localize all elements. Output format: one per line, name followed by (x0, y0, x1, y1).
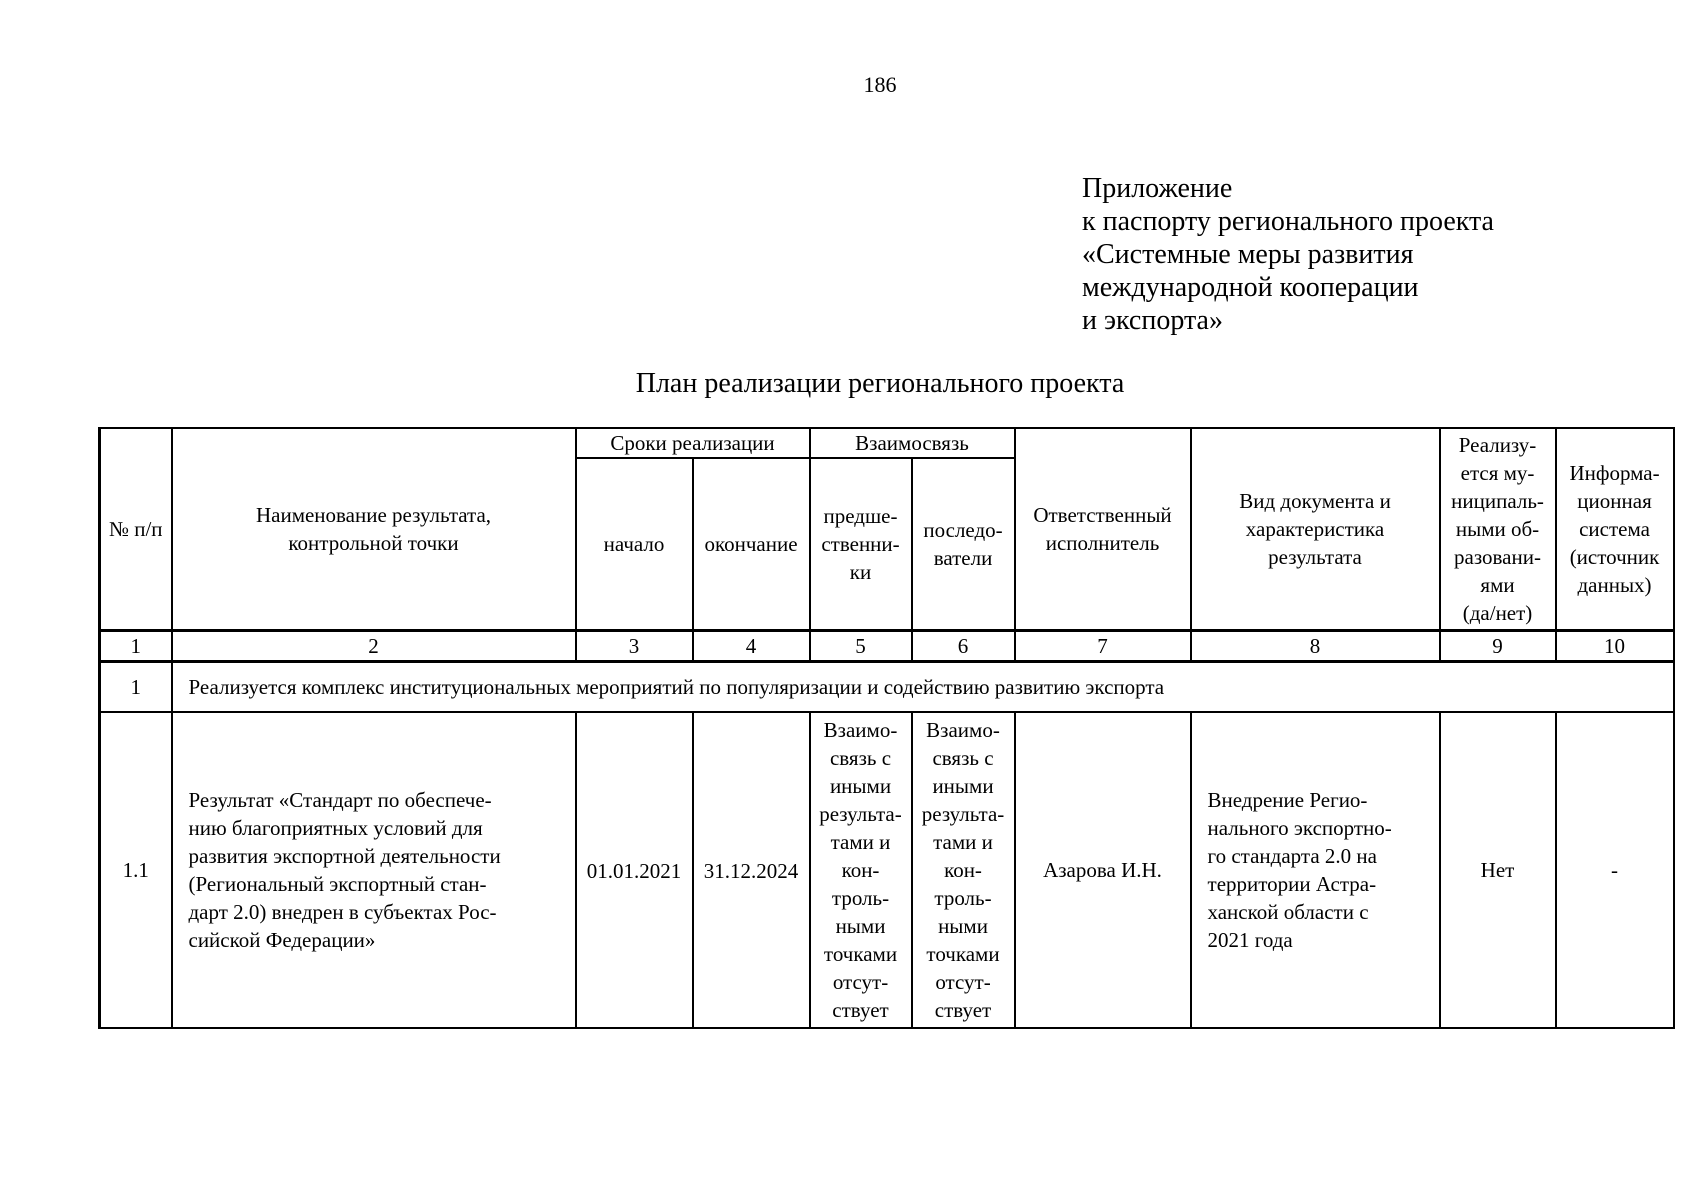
header-num: № п/п (100, 428, 172, 631)
appendix-line: «Системные меры развития (1082, 239, 1414, 270)
column-number: 5 (810, 631, 912, 662)
appendix-block (1082, 172, 1494, 337)
column-number: 10 (1556, 631, 1674, 662)
row-result-name: Результат «Стандарт по обеспече- нию благоприятных условий для развития экспортной деятельности (Региональный экспортный стан- дарт 2.0) внедрен в субъектах Рос- сийской Федерации» (172, 712, 576, 1028)
appendix-line: к паспорту регионального проекта (1082, 206, 1494, 237)
row-end-date: 31.12.2024 (693, 712, 810, 1028)
header-predecessors: предше- ственни- ки (810, 458, 912, 631)
header-responsible: Ответственный исполнитель (1015, 428, 1191, 631)
column-number: 6 (912, 631, 1015, 662)
section-num: 1 (100, 662, 172, 713)
appendix-line: международной кооперации (1082, 272, 1419, 303)
header-successors: последо- ватели (912, 458, 1015, 631)
column-number: 3 (576, 631, 693, 662)
header-relation-group: Взаимосвязь (810, 428, 1015, 458)
header-info-system: Информа- ционная система (источник данных) (1556, 428, 1674, 631)
row-num: 1.1 (100, 712, 172, 1028)
page-number: 186 (863, 72, 897, 97)
header-doc-type: Вид документа и характеристика результата (1191, 428, 1440, 631)
row-start-date: 01.01.2021 (576, 712, 693, 1028)
header-name: Наименование результата, контрольной точки (172, 428, 576, 631)
column-number: 8 (1191, 631, 1440, 662)
header-end: окончание (693, 458, 810, 631)
column-number: 1 (100, 631, 172, 662)
appendix-line: и экспорта» (1082, 305, 1223, 336)
header-municipal: Реализу- ется му- ниципаль- ными об- разовани- ями (да/нет) (1440, 428, 1556, 631)
table-row (100, 712, 1674, 1028)
column-number: 2 (172, 631, 576, 662)
column-number: 4 (693, 631, 810, 662)
column-number-row (100, 631, 1674, 662)
column-number: 9 (1440, 631, 1556, 662)
row-info-system: - (1556, 712, 1674, 1028)
row-doc-type: Внедрение Регио- нального экспортно- го стандарта 2.0 на территории Астра- ханской области с 2021 года (1191, 712, 1440, 1028)
row-responsible: Азарова И.Н. (1015, 712, 1191, 1028)
header-terms-group: Сроки реализации (576, 428, 810, 458)
row-municipal: Нет (1440, 712, 1556, 1028)
row-predecessors: Взаимо- связь с иными результа- тами и кон- троль- ными точками отсут- ствует (810, 712, 912, 1028)
row-successors: Взаимо- связь с иными результа- тами и кон- троль- ными точками отсут- ствует (912, 712, 1015, 1028)
appendix-line: Приложение (1082, 173, 1233, 204)
header-start: начало (576, 458, 693, 631)
plan-title: План реализации регионального проекта (635, 368, 1125, 399)
plan-table (98, 427, 1675, 1029)
section-title: Реализуется комплекс институциональных мероприятий по популяризации и содействию развитию экспорта (172, 662, 1674, 713)
column-number: 7 (1015, 631, 1191, 662)
section-row (100, 662, 1674, 713)
header-row (100, 428, 1674, 458)
